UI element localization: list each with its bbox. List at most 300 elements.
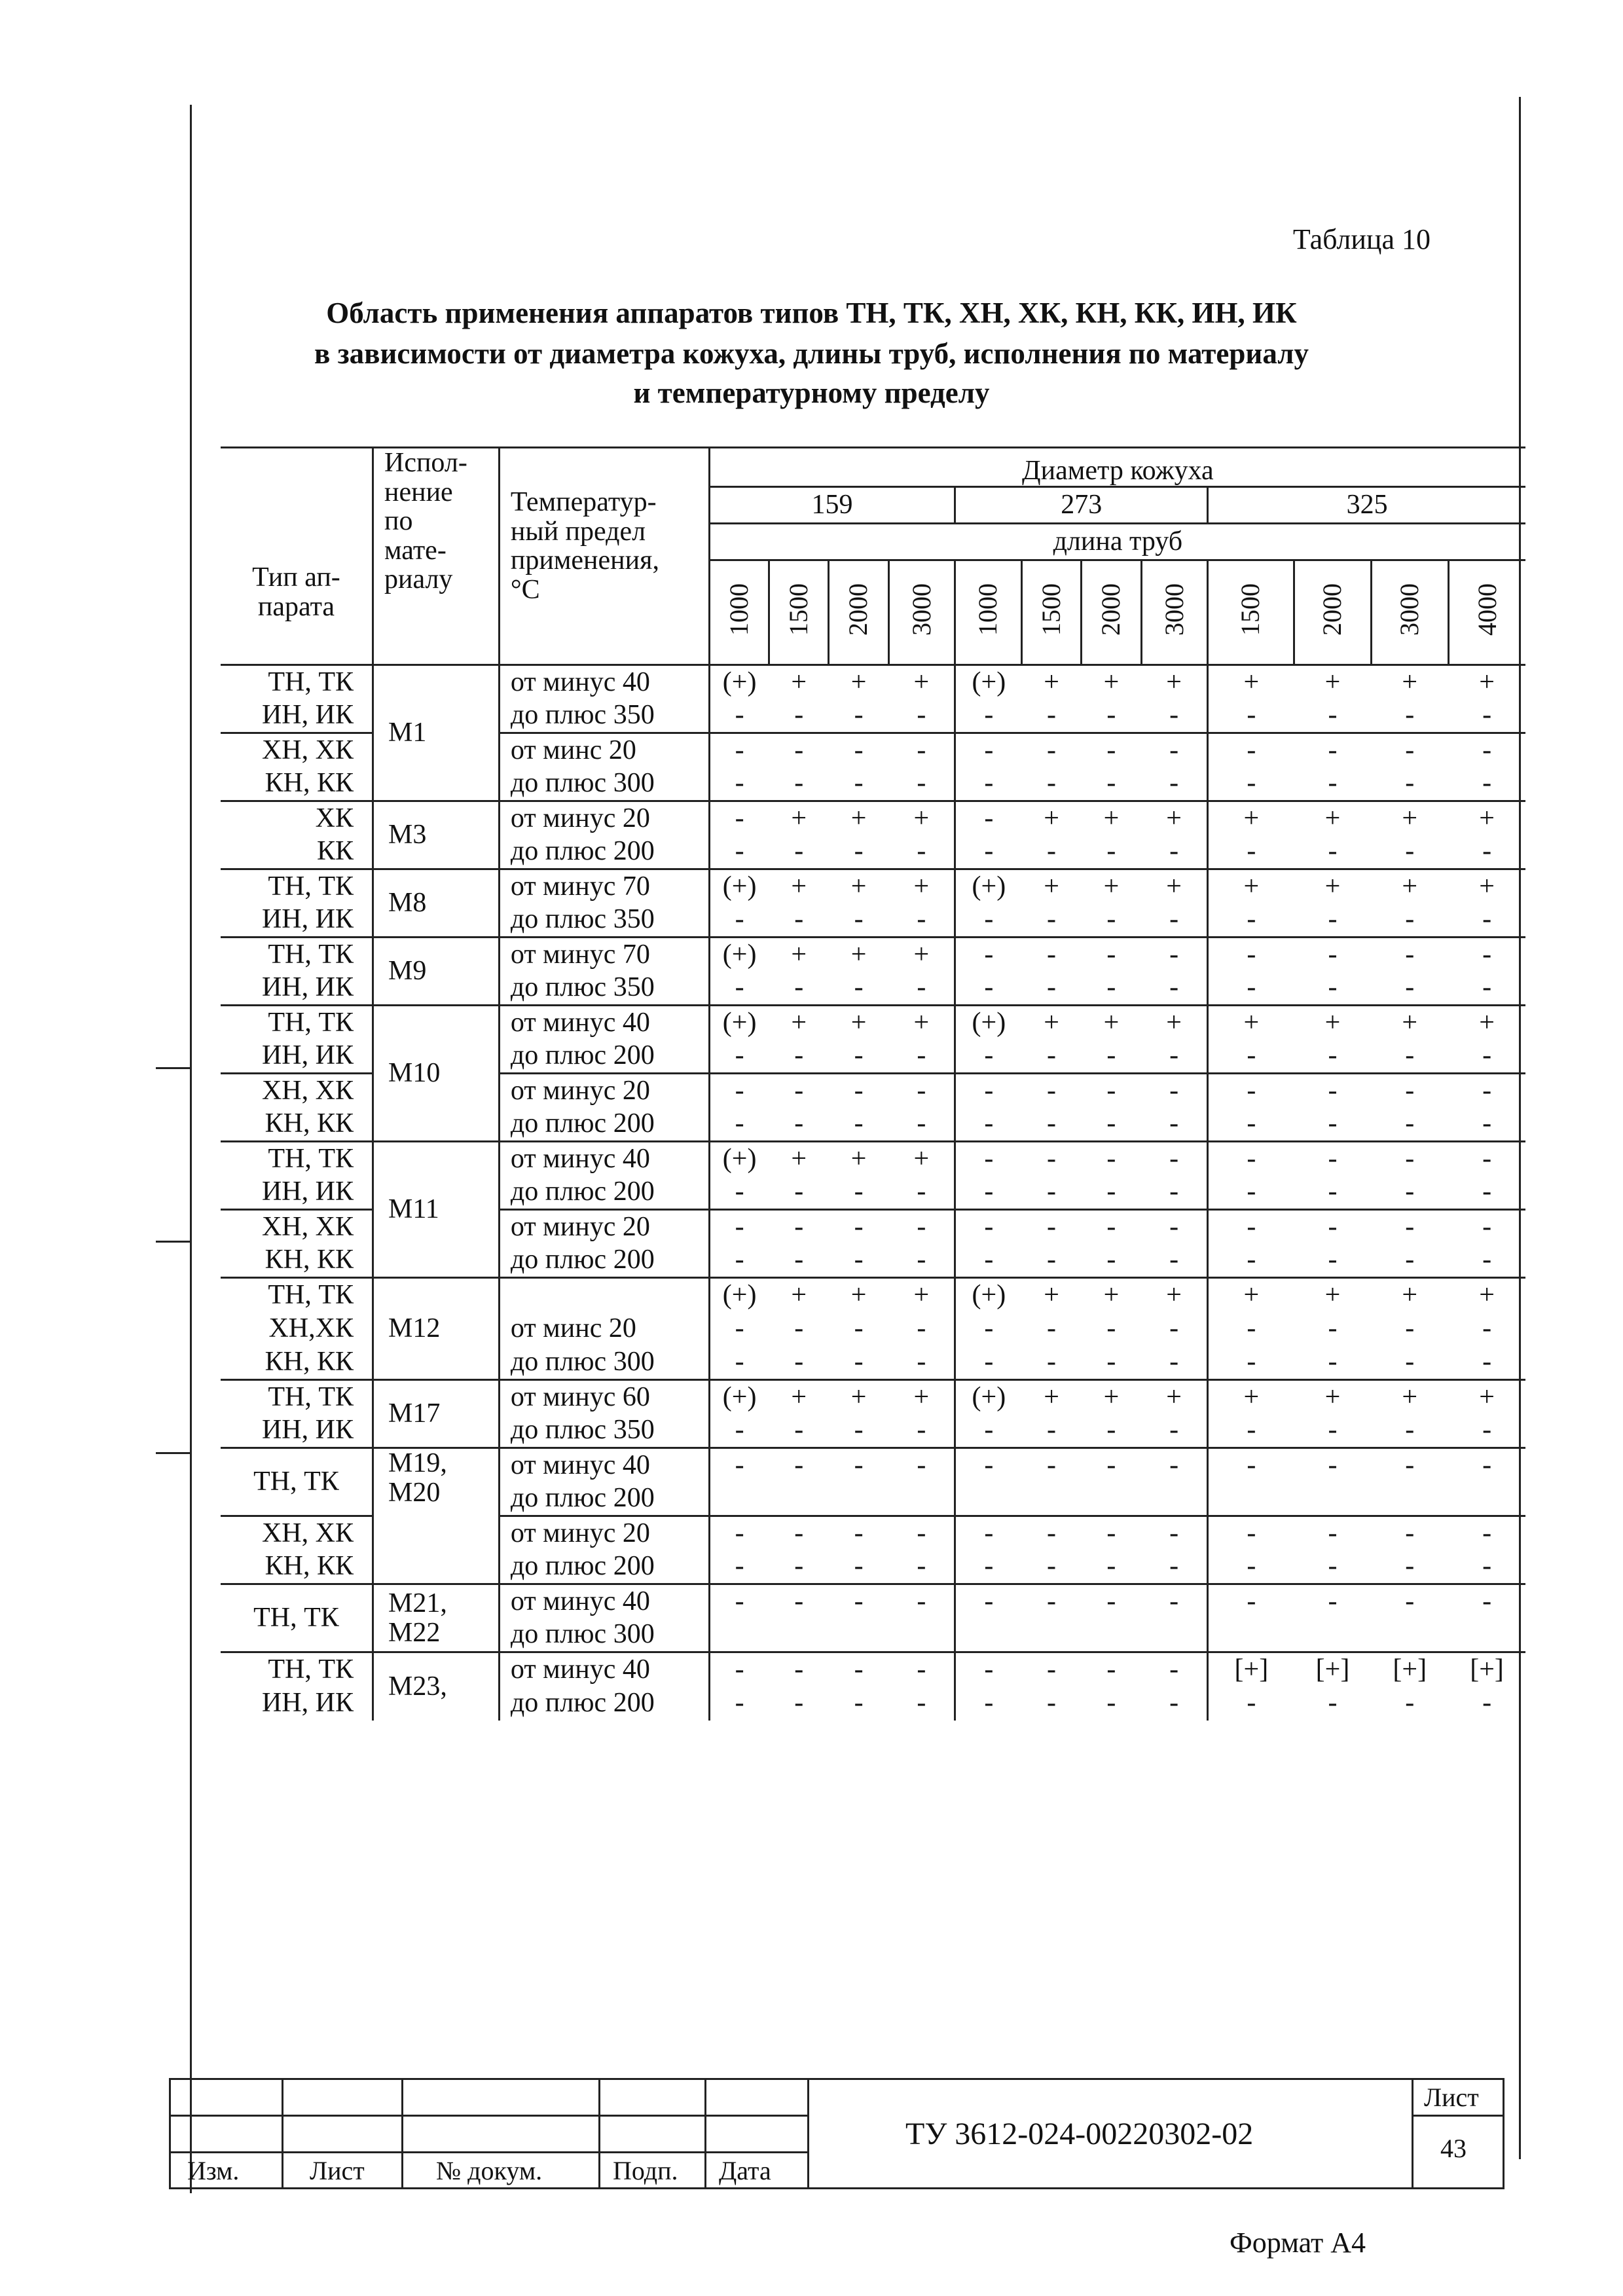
- cell-value: -: [794, 904, 804, 935]
- cell-value: +: [1294, 801, 1372, 835]
- cell-value: +: [1294, 1380, 1372, 1414]
- cell-value: -: [1141, 1516, 1208, 1550]
- cell-value: -: [955, 1346, 1022, 1380]
- table-row: [221, 1448, 1525, 1482]
- cell-temperature: до плюс 350: [499, 699, 709, 733]
- cell-value: -: [917, 1108, 926, 1139]
- cell-value: [1448, 1618, 1525, 1652]
- cell-value: -: [1448, 1142, 1525, 1176]
- cell-value: -: [1141, 938, 1208, 972]
- cell-value: (+): [955, 1380, 1022, 1414]
- header-length-cell: [1371, 560, 1448, 665]
- cell-value: -: [955, 1550, 1022, 1584]
- title-line-3: и температурному пределу: [633, 376, 990, 409]
- cell-temperature: от минус 20: [499, 801, 709, 835]
- cell-value: -: [1208, 1108, 1294, 1142]
- cell-material: М9: [373, 938, 499, 1006]
- cell-value: -: [917, 768, 926, 799]
- cell-value: -: [1208, 835, 1294, 869]
- cell-value: -: [1405, 1551, 1415, 1582]
- cell-value: -: [1294, 1448, 1372, 1482]
- cell-value: (+): [955, 1006, 1022, 1040]
- cell-temperature: от минс 20: [499, 1312, 709, 1346]
- cell-value: +: [888, 869, 955, 903]
- header-length: длина труб: [709, 524, 1525, 560]
- cell-value: [829, 1618, 888, 1652]
- cell-value: -: [1371, 1210, 1448, 1244]
- cell-temperature: до плюс 200: [499, 1040, 709, 1074]
- cell-value: (+): [955, 869, 1022, 903]
- table-row: [221, 1142, 1525, 1176]
- header-length-value: 1500: [1036, 583, 1066, 636]
- cell-value: -: [1482, 1108, 1492, 1139]
- cell-value: -: [1208, 1312, 1294, 1346]
- cell-value: -: [888, 733, 955, 767]
- cell-value: -: [1141, 1142, 1208, 1176]
- cell-value: +: [888, 1380, 955, 1414]
- cell-value: -: [1021, 1210, 1081, 1244]
- cell-value: +: [1371, 1006, 1448, 1040]
- cell-value: -: [1169, 1176, 1179, 1207]
- header-material-line-2: нение: [384, 477, 453, 507]
- cell-value: +: [829, 938, 888, 972]
- cell-value: +: [1208, 665, 1294, 699]
- cell-value: +: [1448, 1278, 1525, 1312]
- cell-temperature: от минус 40: [499, 1584, 709, 1618]
- cell-temperature: до плюс 200: [499, 1108, 709, 1142]
- cell-value: +: [1021, 1006, 1081, 1040]
- cell-type: КН, КК: [264, 1551, 354, 1582]
- cell-value: -: [1106, 836, 1116, 867]
- cell-value: -: [1047, 1415, 1057, 1446]
- cell-temperature: до плюс 200: [499, 1482, 709, 1516]
- cell-value: (+): [709, 665, 769, 699]
- cell-value: -: [1405, 768, 1415, 799]
- cell-type: КН, КК: [264, 1245, 354, 1275]
- cell-value: -: [1141, 1074, 1208, 1108]
- cell-value: -: [709, 1414, 769, 1448]
- cell-value: -: [794, 836, 804, 867]
- applicability-table: [221, 446, 1525, 1721]
- cell-value: +: [888, 938, 955, 972]
- table-row: [221, 869, 1525, 903]
- cell-value: (+): [709, 869, 769, 903]
- cell-value: +: [1141, 1278, 1208, 1312]
- cell-value: -: [888, 1584, 955, 1618]
- cell-value: -: [1208, 1550, 1294, 1584]
- cell-value: -: [854, 1688, 864, 1719]
- header-length-value: 2000: [1096, 583, 1126, 636]
- cell-value: [1448, 1482, 1525, 1516]
- cell-temperature: от минус 20: [499, 1516, 709, 1550]
- cell-value: -: [1082, 1210, 1141, 1244]
- cell-value: -: [709, 1652, 769, 1686]
- cell-value: -: [709, 1210, 769, 1244]
- cell-value: -: [955, 733, 1022, 767]
- cell-value: +: [1448, 801, 1525, 835]
- cell-type: ИН, ИК: [261, 700, 354, 731]
- header-type-line-2: парата: [257, 591, 335, 622]
- cell-value: -: [709, 767, 769, 801]
- cell-value: -: [955, 1686, 1022, 1721]
- cell-value: -: [1208, 1176, 1294, 1210]
- header-length-value: 4000: [1472, 583, 1502, 636]
- left-tick-3: [156, 1452, 190, 1454]
- cell-value: +: [769, 869, 829, 903]
- cell-value: -: [1169, 1040, 1179, 1071]
- cell-value: -: [1169, 836, 1179, 867]
- cell-value: +: [1371, 665, 1448, 699]
- cell-value: -: [1405, 1245, 1415, 1275]
- cell-value: -: [1448, 1074, 1525, 1108]
- cell-temperature: [499, 1278, 709, 1312]
- cell-type: ИН, ИК: [261, 904, 354, 935]
- cell-value: -: [955, 1074, 1022, 1108]
- cell-value: -: [794, 1176, 804, 1207]
- cell-value: +: [1294, 1006, 1372, 1040]
- cell-value: -: [829, 1074, 888, 1108]
- cell-value: [709, 1618, 769, 1652]
- cell-value: -: [1208, 1142, 1294, 1176]
- cell-value: +: [1371, 869, 1448, 903]
- cell-value: -: [1328, 1347, 1338, 1377]
- cell-value: -: [917, 1551, 926, 1582]
- cell-material: М1: [373, 665, 499, 801]
- cell-value: -: [1328, 700, 1338, 731]
- cell-value: -: [1328, 836, 1338, 867]
- cell-value: -: [709, 733, 769, 767]
- cell-value: -: [854, 836, 864, 867]
- cell-value: -: [1082, 1652, 1141, 1686]
- cell-value: -: [854, 1245, 864, 1275]
- cell-value: -: [917, 1415, 926, 1446]
- cell-value: -: [709, 1108, 769, 1142]
- cell-value: -: [955, 1108, 1022, 1142]
- cell-value: -: [1169, 700, 1179, 731]
- cell-value: -: [1082, 938, 1141, 972]
- cell-value: -: [1106, 768, 1116, 799]
- cell-value: -: [917, 1313, 926, 1344]
- cell-value: +: [1082, 1380, 1141, 1414]
- sheet-number: 43: [1440, 2134, 1467, 2163]
- cell-value: +: [1021, 801, 1081, 835]
- cell-value: +: [1208, 869, 1294, 903]
- cell-value: -: [1405, 700, 1415, 731]
- header-length-value: 3000: [1159, 583, 1189, 636]
- cell-value: -: [1047, 1245, 1057, 1275]
- header-length-value: 1000: [973, 583, 1003, 636]
- stamp-change-label: Изм.: [187, 2156, 240, 2185]
- cell-value: -: [1371, 1074, 1448, 1108]
- cell-value: -: [1106, 1108, 1116, 1139]
- cell-value: [1021, 1482, 1081, 1516]
- table-number: Таблица 10: [1292, 223, 1431, 255]
- cell-value: -: [829, 1210, 888, 1244]
- header-length-cell: [1141, 560, 1208, 665]
- cell-value: -: [1405, 972, 1415, 1003]
- header-length-value: 1000: [723, 583, 754, 636]
- cell-type: ТН, ТК: [221, 1006, 373, 1040]
- cell-value: -: [917, 904, 926, 935]
- cell-value: -: [1371, 733, 1448, 767]
- cell-value: -: [1106, 1245, 1116, 1275]
- cell-value: +: [1021, 869, 1081, 903]
- cell-temperature: до плюс 300: [499, 1346, 709, 1380]
- cell-value: -: [1371, 1584, 1448, 1618]
- cell-value: [1082, 1618, 1141, 1652]
- cell-value: -: [1482, 1415, 1492, 1446]
- cell-value: -: [1082, 1584, 1141, 1618]
- cell-temperature: до плюс 200: [499, 1686, 709, 1721]
- cell-value: -: [1047, 836, 1057, 867]
- cell-value: -: [1482, 700, 1492, 731]
- cell-value: -: [1448, 938, 1525, 972]
- cell-temperature: от минус 20: [499, 1210, 709, 1244]
- cell-value: -: [917, 1688, 926, 1719]
- table-row: [221, 1278, 1525, 1312]
- cell-value: -: [1082, 1074, 1141, 1108]
- header-length-cell: [1448, 560, 1525, 665]
- cell-value: +: [1208, 801, 1294, 835]
- cell-value: -: [1328, 1415, 1338, 1446]
- cell-value: -: [1208, 1040, 1294, 1074]
- stamp-sheet-col-label: Лист: [310, 2156, 365, 2185]
- cell-value: -: [709, 903, 769, 938]
- cell-value: -: [1208, 733, 1294, 767]
- cell-value: -: [1482, 1040, 1492, 1071]
- cell-value: -: [1328, 1245, 1338, 1275]
- cell-type: ТН, ТК: [221, 665, 373, 699]
- cell-value: +: [1448, 665, 1525, 699]
- cell-value: +: [1448, 1006, 1525, 1040]
- cell-value: -: [709, 1040, 769, 1074]
- cell-value: -: [955, 1448, 1022, 1482]
- header-length-cell: [1082, 560, 1141, 665]
- cell-value: +: [769, 1142, 829, 1176]
- cell-value: -: [1405, 1176, 1415, 1207]
- header-length-cell: [1021, 560, 1081, 665]
- cell-temperature: до плюс 300: [499, 1618, 709, 1652]
- material-line-1: М19,: [388, 1448, 447, 1478]
- cell-value: +: [1021, 1278, 1081, 1312]
- cell-material: М3: [373, 801, 499, 869]
- cell-value: -: [1328, 1551, 1338, 1582]
- cell-value: -: [709, 1686, 769, 1721]
- cell-material: [373, 1584, 499, 1652]
- header-length-value: 1500: [1235, 583, 1266, 636]
- cell-type: КН, КК: [264, 1347, 354, 1377]
- cell-value: -: [854, 1347, 864, 1377]
- cell-temperature: от минс 20: [499, 733, 709, 767]
- table-row: [221, 801, 1525, 835]
- cell-value: +: [1208, 1380, 1294, 1414]
- cell-value: -: [917, 1245, 926, 1275]
- cell-value: [1208, 1482, 1294, 1516]
- cell-value: -: [854, 700, 864, 731]
- cell-value: -: [1106, 1551, 1116, 1582]
- cell-value: -: [1047, 972, 1057, 1003]
- header-diameter-159: 159: [709, 487, 955, 524]
- cell-value: -: [1208, 1244, 1294, 1278]
- cell-value: -: [1328, 1040, 1338, 1071]
- cell-value: -: [1482, 1245, 1492, 1275]
- cell-value: +: [1082, 869, 1141, 903]
- cell-value: -: [709, 1244, 769, 1278]
- cell-value: -: [1405, 1313, 1415, 1344]
- cell-value: -: [1169, 972, 1179, 1003]
- header-material-line-1: Испол-: [384, 448, 467, 478]
- cell-value: -: [1294, 1516, 1372, 1550]
- title-line-1: Область применения аппаратов типов ТН, ТК, ХН, ХК, КН, КК, ИН, ИК: [326, 297, 1297, 329]
- cell-value: -: [709, 801, 769, 835]
- cell-value: -: [1047, 1108, 1057, 1139]
- cell-value: (+): [955, 665, 1022, 699]
- header-temp-line-3: применения,: [510, 545, 659, 576]
- cell-value: -: [955, 1516, 1022, 1550]
- header-temperature: [499, 448, 709, 665]
- cell-type: ТН, ТК: [221, 1278, 373, 1312]
- cell-value: -: [1328, 1108, 1338, 1139]
- cell-value: (+): [955, 1278, 1022, 1312]
- cell-value: -: [829, 1652, 888, 1686]
- cell-value: -: [955, 1210, 1022, 1244]
- cell-value: -: [888, 1652, 955, 1686]
- cell-value: -: [1169, 1108, 1179, 1139]
- cell-value: +: [1371, 801, 1448, 835]
- cell-value: +: [1141, 665, 1208, 699]
- cell-value: -: [1482, 836, 1492, 867]
- header-diameter: Диаметр кожуха: [709, 448, 1525, 487]
- cell-value: -: [794, 1347, 804, 1377]
- cell-value: -: [1208, 1074, 1294, 1108]
- cell-value: -: [854, 1108, 864, 1139]
- cell-value: -: [709, 1516, 769, 1550]
- cell-value: -: [1405, 1347, 1415, 1377]
- cell-value: [+]: [1294, 1652, 1372, 1686]
- cell-value: -: [1448, 1584, 1525, 1618]
- header-temp-line-2: ный предел: [510, 516, 646, 547]
- cell-temperature: до плюс 350: [499, 1414, 709, 1448]
- cell-value: -: [709, 972, 769, 1006]
- cell-value: +: [1371, 1380, 1448, 1414]
- cell-value: -: [1082, 1142, 1141, 1176]
- cell-value: -: [1405, 1415, 1415, 1446]
- cell-type: ИН, ИК: [261, 972, 354, 1003]
- cell-value: [769, 1618, 829, 1652]
- cell-value: +: [888, 665, 955, 699]
- cell-value: -: [955, 1142, 1022, 1176]
- stamp-signature-label: Подп.: [613, 2156, 678, 2185]
- cell-value: -: [1021, 1516, 1081, 1550]
- cell-value: +: [888, 1278, 955, 1312]
- cell-value: -: [1082, 1448, 1141, 1482]
- cell-value: +: [1021, 665, 1081, 699]
- header-length-cell: [829, 560, 888, 665]
- cell-value: -: [1047, 904, 1057, 935]
- cell-value: -: [1047, 768, 1057, 799]
- cell-value: +: [1082, 665, 1141, 699]
- cell-temperature: до плюс 200: [499, 1176, 709, 1210]
- header-length-cell: [1294, 560, 1372, 665]
- cell-temperature: от минус 20: [499, 1074, 709, 1108]
- cell-value: +: [769, 665, 829, 699]
- cell-value: +: [888, 1006, 955, 1040]
- cell-value: +: [1082, 1278, 1141, 1312]
- cell-value: -: [1047, 1313, 1057, 1344]
- cell-value: -: [1106, 1176, 1116, 1207]
- cell-value: -: [709, 1346, 769, 1380]
- cell-material: М12: [373, 1278, 499, 1380]
- header-temp-line-4: °С: [510, 574, 540, 605]
- cell-temperature: от минус 60: [499, 1380, 709, 1414]
- cell-type: ТН, ТК: [221, 1448, 373, 1516]
- cell-value: -: [955, 835, 1022, 869]
- cell-value: -: [1371, 1516, 1448, 1550]
- header-diameter-325: 325: [1208, 487, 1525, 524]
- header-material-line-5: риалу: [384, 564, 453, 595]
- cell-value: +: [769, 1006, 829, 1040]
- cell-value: [+]: [1448, 1652, 1525, 1686]
- cell-value: +: [1208, 1278, 1294, 1312]
- cell-value: [709, 1482, 769, 1516]
- cell-value: -: [1047, 1176, 1057, 1207]
- title-block: [169, 2078, 1504, 2189]
- cell-value: -: [829, 1584, 888, 1618]
- cell-value: +: [829, 869, 888, 903]
- cell-type: ХН,ХК: [268, 1313, 354, 1344]
- header-type-line-1: Тип ап-: [252, 562, 340, 592]
- cell-value: -: [917, 1347, 926, 1377]
- table-row: [221, 1006, 1525, 1040]
- header-length-value: 2000: [1317, 583, 1347, 636]
- cell-value: -: [955, 1414, 1022, 1448]
- header-length-cell: [769, 560, 829, 665]
- cell-value: -: [1141, 1210, 1208, 1244]
- header-type: [221, 448, 373, 665]
- cell-value: +: [829, 1278, 888, 1312]
- cell-value: -: [1482, 1551, 1492, 1582]
- cell-value: -: [955, 801, 1022, 835]
- cell-value: -: [1208, 938, 1294, 972]
- cell-value: -: [1047, 1347, 1057, 1377]
- format-label: Формат А4: [1230, 2227, 1366, 2259]
- cell-value: -: [1405, 836, 1415, 867]
- cell-value: +: [829, 1142, 888, 1176]
- material-line-1: М21,: [388, 1588, 447, 1618]
- cell-type: ИН, ИК: [261, 1415, 354, 1446]
- sheet-label: Лист: [1424, 2083, 1479, 2112]
- cell-value: -: [1328, 972, 1338, 1003]
- cell-value: +: [1141, 1006, 1208, 1040]
- cell-value: -: [1328, 1313, 1338, 1344]
- cell-value: -: [854, 1415, 864, 1446]
- cell-type: ТН, ТК: [221, 1652, 373, 1686]
- cell-value: -: [1047, 1040, 1057, 1071]
- cell-value: -: [1328, 768, 1338, 799]
- cell-value: -: [1208, 1448, 1294, 1482]
- cell-type: ИН, ИК: [261, 1040, 354, 1071]
- cell-value: -: [1448, 733, 1525, 767]
- cell-value: +: [1141, 869, 1208, 903]
- cell-value: -: [829, 1448, 888, 1482]
- cell-value: -: [1294, 1142, 1372, 1176]
- cell-value: -: [769, 1074, 829, 1108]
- cell-value: [1141, 1618, 1208, 1652]
- cell-temperature: от минус 40: [499, 1652, 709, 1686]
- cell-value: -: [1106, 904, 1116, 935]
- cell-value: -: [955, 903, 1022, 938]
- cell-value: -: [1047, 700, 1057, 731]
